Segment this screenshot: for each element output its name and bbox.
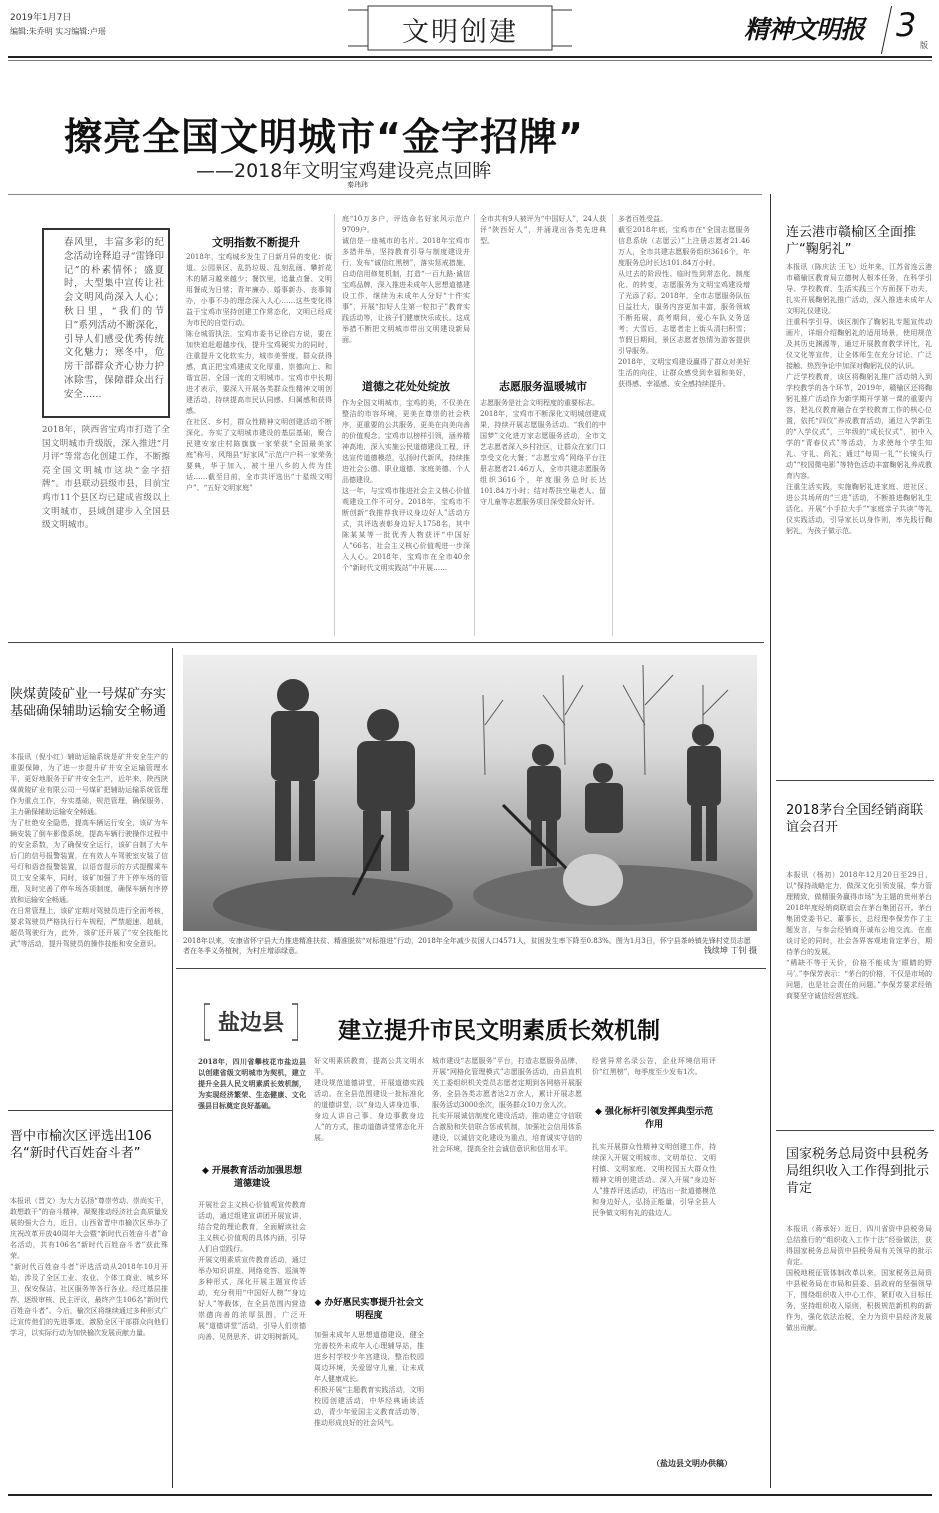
workers-story-body: 本报讯（晋文）为大力弘扬“尊崇劳动、崇尚实干，敢想敢干”的奋斗精神，凝聚推动经济社会高质量发展的强大合力，近日，山西省晋中市榆次区举办了庆祝改革开放40周年大会暨“新时代百姓奋斗者”命名活动，共有106名“新时代百姓奋斗者”获此殊荣。 “新时代百姓奋斗者”评选活动从2018年10月开始，涉及了全区工业、农业、个体工商业、城乡环卫、保安保洁、社区服务等各行各业。经过基层推荐、逐级审核、民主评议，最终产生106名“新时代百姓奋斗者”。今后，榆次区将继续通过多种形式广泛宣传他们的先进事迹，激励全区干部群众向他们学习，以实际行动为加快榆次发展贡献力量。 <box>10 1197 168 1337</box>
photo-bottom-rule <box>176 968 766 969</box>
coal-mine-story-title: 陕煤黄陵矿业一号煤矿夯实基础确保辅助运输安全畅通 <box>10 687 167 719</box>
page-unit: 版 <box>920 41 928 50</box>
diamond-icon: ◆ <box>201 1166 209 1176</box>
right-story-1-title: 连云港市赣榆区全面推广“鞠躬礼” <box>786 225 917 257</box>
lead-headline: 擦亮全国文明城市“金字招牌” <box>64 115 584 159</box>
yanbian-col4-subhead <box>592 1104 716 1130</box>
photo-caption: 2018年以来，安康省怀宁县大力推进精准扶贫、精准脱贫“对标推进”行动，2018年全年减少贫困人口4571人，贫困发生率下降至0.83%。图为1月3日，怀宁县茶岭镇先锋村党员志愿者在冬季义务植树，为村庄增添绿意。 <box>183 937 751 955</box>
yanbian-col1-subhead-text: 开展教育活动加强思想道德建设 <box>212 1166 303 1189</box>
yanbian-intro: 2018年，四川省攀枝花市盐边县以创建省级文明城市为契机，建立提升全县人民文明素质长效机制，为实现经济繁荣、生态健康、文化强县目标奠定良好基础。 <box>198 1057 306 1110</box>
header-rule-thin <box>8 60 932 61</box>
column-divider <box>334 214 335 636</box>
yanbian-col4-subhead-text: 强化标杆引领发挥典型示范作用 <box>605 1107 714 1130</box>
lead-col3-title: 志愿服务温暖城市 <box>499 380 587 393</box>
lead-col2-body: 庭“10万多户，评选命名好家风示范户9709户。 诚信是一座城市的名片。2018年宝鸡市多措并举，坚持教育引导与制度建设并行，发布“诚信红黑榜”，落实惩戒措施，自动信用修复机制，打造“一百九路·诚信宝鸡品牌，深入推进未成年人思想道德建设工作，继续为未成年人分好“十件实事”，开展“扣好人生第一粒扣子”教育实践活动等，让孩子们健康快乐成长。这成举措不断把文明城市带出文明建设新局面。 <box>342 215 470 344</box>
section-banner <box>348 4 572 52</box>
news-photo <box>183 655 757 931</box>
coal-mine-story-body: 本报讯（倪小红）辅助运输系统是矿井安全生产的重要保障，为了进一步提升矿井安全运输管理水平，更好地服务于矿井安全生产，近年来，陕西陕煤黄陵矿业有限公司一号煤矿把辅助运输系统管理作为重点工作，夯实基础，规范管理，确保服务、主力确保辅助运输安全畅通。 为了杜绝安全隐患，提高车辆运行安全，该矿为车辆安装了倒车影像系统，提高车辆行驶操作过程中的安全系数，为了确保安全运行，该矿自制了大车后门的信号报警装置，在有效人车驾驶室安装了信号灯和语音报警装置，以语音提示的方式提醒乘车员工安全乘车，同时，该矿加强了井下停车场的管理，及时完善了停车场各项制度，确保车辆有序停放和运输安全畅通。 在日常管理上，该矿定期对驾驶员进行全面考核，要求驾驶员严格执行行车规程，严禁超速、超载，超员驾驶行为，此外，该矿还开展了“安全技能比武”等活动，提升驾驶员的操作技能和安全意识。 <box>10 753 168 948</box>
lead-subheadline: ——2018年文明宝鸡建设亮点回眸 <box>196 160 492 182</box>
left-story-rule <box>8 1110 172 1111</box>
lead-col3-body2: 志愿服务是社会文明程度的重要标志。 2018年，宝鸡市不断深化文明城创建成果，持续开展志愿服务活动。“我们的中国梦”文化进万家志愿服务活动，全市文艺志愿者深入乡村社区，让群众在家门口享受文化大餐；“志愿宝鸡”网络平台注册志愿者21.46万人，全市共建志愿服务组织3616个，年度服务总时长达101.84万小时；结对帮扶空巢老人、留守儿童等志愿服务项目深受群众好评。 <box>480 399 606 506</box>
left-column-divider <box>172 648 173 1488</box>
editors-line: 编辑:朱乔明 实习编辑:卢瑶 <box>10 27 106 36</box>
photo-caption-block <box>183 936 757 956</box>
right-story-3-body: 本报讯（蒋承好）近日，四川省资中县税务局总结推行的“组织收入工作十法”经验做法，获得国家税务总局资中县税务局有关领导的批示肯定。 国税地税征管体制改革以来，国家税务总局资中县税务局在市局和县委、县政府的坚强领导下，围绕组织收入中心工作，紧盯收入目标任务，坚持组织收入原则，积极规范新机构的新作为，强化依法治税，全力为资中县经济发展做出贡献。 <box>786 1225 932 1332</box>
yanbian-col3-body: 城市建设“志愿服务”平台，打造志愿服务品牌，开展“网格化管理模式”志愿服务活动，由县直机关工委组织机关党员志愿者定期到各网格开展服务，全县各类志愿者达2万余人，累计开展志愿服务活动3000余次，服务群众10万余人次。 扎实开展诚信制度化建设活动，推动建立守信联合激励和失信联合惩戒机制，加强社会信用体系建设，以诚信文化建设为重点，培育诚实守信的社会环境，提高全社会诚信意识和信用水平。 <box>432 1057 582 1153</box>
lead-col2-title: 道德之花处处绽放 <box>362 380 450 393</box>
yanbian-col4-body: 经营异常名录公告，企业环境信用评价“红黑榜”，每季度至少发布1次。 <box>592 1057 716 1076</box>
lead-col1-body: 2018年，宝鸡城乡发生了日新月异的变化：街道、公园景区、乱扔垃圾、乱刻乱画、攀折花木的陋习越来越少；餐饮里，追量点餐、文明用餐成为日常；青年廉办、婚事新办、丧事简办，小事不办的理念深入人心……这些变化得益于宝鸡市坚持创建工作常态化，文明已经成为市民的自觉行动。 陈仓城管执法，宝鸡市委书记徐启方说，要在加快追赶超越步伐，提升宝鸡硬实力的同时，注重提升文化软实力，城市美誉度，群众获得感，真正把宝鸡建成文化厚重、崇德向上、和谐宜居、全国一流的文明城市。宝鸡市中长期进才表示，要深入开展各类群众性精神文明创建活动，持续提高市民认同感、归属感和获得感。 在社区、乡村，群众性精神文明创建活动不断深化。夯实了文明城市建设的基层基础，聚合民建安家庄村陈旗旗一家荣获“全国最美家庭”称号，风翔县“好家风”示范户户科一家荣务要典，华于加入，被十里八乡的人传为佳话……截至目前，全市共评选出“十星级文明户”、“五好文明家庭” <box>186 253 332 492</box>
yanbian-headline: 建立提升市民文明素质长效机制 <box>338 1018 660 1044</box>
right-story-2-body: 本报讯（杨初）2018年12月20日至29日，以“保持战略定力，做深文化引领发展，奉力管理精致，做精服务赢得市场”为主题的贵州茅台2018年度经销商联谊会在茅台集团召开。茅台集团党委书记、董事长，总经理李保芳作了主题发言，与参会经销商开诚布公地交流。在座谈讨论的同时，社会各界客观地肯定茅台，期待茅台的发展。 “稀缺不等于天价，价格不能成为‘眼睛的野马’。”李保芳表示：“茅台的价格，不仅是市场的问题，也是社会责任的问题。”李保芳要求经销商要坚守诚信经营底线。 <box>786 871 932 1000</box>
lead-bottom-rule <box>8 642 764 643</box>
tree-planting-scene <box>183 655 757 931</box>
yanbian-byline: （盐边县文明办供稿） <box>652 1459 732 1468</box>
diamond-icon: ◆ <box>594 1107 602 1117</box>
lead-col3-body: 全市共有9人被评为“中国好人”，24人获评“陕西好人”，并涌现出各类先进典型。 <box>480 215 606 245</box>
lead-col2-body2: 作为全国文明城市，宝鸡的美，不仅美在整洁的市容环境，更美在尊崇的社会秩序，更重要的公共服务，更美在向美向善的价值观念。宝鸡市以榜样引领，涵养精神高地，深入实施公民道德建设工程，评选宣传道德模范，弘扬时代新风，持续推进社会公德、职业道德、家庭美德、个人品德建设。 这一年，与宝鸡市推进社会主义核心价值观建设工作不可分。2018年，宝鸡市不断创新“我推荐我评议身边好人”活动方式，共评选表彰身边好人1758名，其中陈某某等一批优秀人物获评“中国好人”66名，社会主义核心价值观进一步深入人心。2018年，宝鸡市在全市40余个“新时代文明实践站”中开展…… <box>342 399 470 572</box>
right-story-rule <box>776 1130 934 1131</box>
yanbian-col1-subhead <box>198 1163 306 1189</box>
right-column-divider <box>770 194 771 1488</box>
issue-date: 2019年1月7日 <box>10 13 72 23</box>
right-story-2-title: 2018茅台全国经销商联谊会召开 <box>786 803 924 835</box>
lead-intro-box: 春风里，丰富多彩的纪念活动诠释追寻“雷锋印记”的朴素情怀；盛夏时，大型集中宣传让社会文明风尚深入人心；秋日里，“我们的节日”系列活动不断深化，引导人们感受优秀传统文化魅力；寒冬中，危房干部群众齐心协力护冰除雪，保障群众出行安全…… <box>42 228 170 418</box>
county-label-box <box>204 1002 298 1042</box>
lead-col1-title: 文明指数不断提升 <box>212 236 300 249</box>
lead-col4-body: 多者百姓受益。 截至2018年底，宝鸡市在“全国志愿服务信息系统（志愿云）”上注册志愿者21.46万人，全市共建志愿服务组织3616个，年度服务总时长达101.84万小时。 从过去的阶段性、临时性到常态化、制度化、的转变，志愿服务为文明宝鸡建设增了光添了彩。2018年，全市志愿服务队伍日益壮大，服务内容更加丰富，服务领域不断拓展，高考期间，爱心车队义务送考；大雪后，志愿者走上街头清扫积雪；节假日期间，景区志愿者热情为游客提供引导服务。 2018年，文明宝鸡建设赢得了群众对美好生活的向往，让群众感受到幸福和美好，获得感、幸福感、安全感持续提升。 <box>618 215 750 388</box>
right-story-3-title: 国家税务总局资中县税务局组织收入工作得到批示肯定 <box>786 1147 930 1196</box>
yanbian-col1-body: 开展社会主义核心价值观宣传教育活动，通过组建宣讲团开展宣讲，结合党的理论教育，全面解读社会主义核心价值观的具体内涵，引导人们自觉践行。 开展文明素质宣传教育活动，通过举办知识讲座、网络竞答、巡演等多种形式，深化开展主题宣传活动，充分利用“中国好人榜”“身边好人”等载体，在全县范围内营造崇德向善的浓厚氛围，广泛开展“道德讲堂”活动，引导人们崇德向善、见贤思齐、讲文明树新风。 <box>198 1201 306 1341</box>
yanbian-col2-body: 好文明素质教育，提高公共文明水平。 建设规范道德讲堂，开展道德实践活动。在全县范围建设一批标准化的道德讲堂，以“身边人讲身边事、身边人讲自己事、身边事教身边人”的方式，推动道德讲堂常态化开展。 <box>314 1057 424 1142</box>
yanbian-col2-body2: 加强未成年人思想道德建设，健全完善校外未成年人心理辅导站，推进乡村学校少年宫建设，整治校园周边环境，关爱留守儿童，让未成年人健康成长。 积极开展“主题教育实践活动，文明校园创建活动，中华经典诵读活动，青少年爱国主义教育活动等，推动形成良好的社会风气。 <box>314 1331 424 1427</box>
workers-story-title: 晋中市榆次区评选出106名“新时代百姓奋斗者” <box>10 1129 152 1161</box>
lead-intro-paragraph: 2018年，陕西省宝鸡市打造了全国文明城市升级版，深入推进“月月评”等常态化创建工作，不断擦亮全国文明城市这块“金字招牌”。市县联动县级市县，目前宝鸡市11个县区均已建成省级以上文明城市，县域创建步入全国县级文明城市。 <box>42 425 170 531</box>
right-story-rule <box>776 780 934 781</box>
masthead-logo: 精神文明报 <box>744 15 865 44</box>
yanbian-col2-subhead <box>314 1295 424 1321</box>
masthead-divider <box>881 6 892 54</box>
header-rule <box>8 56 932 58</box>
page-number: 3 <box>896 6 917 44</box>
page-bottom-rule <box>8 1494 932 1496</box>
photo-credit: 钱续坤 丁钊 摄 <box>703 946 757 955</box>
diamond-icon: ◆ <box>314 1298 322 1308</box>
right-story-1-body: 本报讯（陈庆法 王飞）近年来，江苏省连云港市赣榆区教育局立德树人根本任务，在科学引导、学校教育、生活实践三个方面探下功夫，扎实开展鞠躬礼推广活动，深入推进未成年人文明礼仪建设。 注重科学引导，该区制作了鞠躬礼专题宣传动画片，详细介绍鞠躬礼的适用场景，使用规范及其历史渊源等，通过开展教育教学评比，礼仪文化等宣传，让全体师生在充分讨论、广泛接触、热烈争论中加深对鞠躬礼仪的认识。 广泛学校教育，该区将鞠躬礼推广活动纳入到学校教学的各个环节，2019年，赣榆区还将鞠躬礼推广活动作为新学期开学第一课的重要内容，把礼仪教育融合在学校教育工作的核心位置，依托“四仪”养成教育活动，通过入学新生的“入学仪式”，三年级的“成长仪式”，初中入学的“青春仪式”等活动，力求使每个学生知礼、守礼、尚礼；通过“每周一礼”“长镜头行动”“校园微电影”等特色活动丰富鞠躬礼养成教育内容。 注重生活实践，实施鞠躬礼进家庭、进社区、进公共场所的“三进”活动，不断推进鞠躬礼生活化。开展“小手拉大手”“家庭亲子共读”等礼仪实践活动，引导家长以身作则，率先践行鞠躬礼，为孩子做示范。 <box>786 263 932 535</box>
column-divider <box>474 214 475 636</box>
county-name: 盐边县 <box>217 1011 284 1036</box>
column-divider <box>612 214 613 636</box>
lead-top-rule <box>8 194 762 195</box>
yanbian-col4-body2: 扎实开展群众性精神文明创建工作，持续深入开展文明城市、文明单位、文明村镇、文明家庭、文明校园五大群众性精神文明创建活动。深入开展“身边好人”推荐评选活动，评选出一批道德模范和身边好人，弘扬正能量，引导全县人民争做文明有礼的盐边人。 <box>592 1143 716 1217</box>
lead-author: 秦玮玮 <box>347 181 368 189</box>
yanbian-col2-subhead-text: 办好惠民实事提升社会文明程度 <box>324 1298 424 1321</box>
section-title: 文明创建 <box>402 17 518 48</box>
